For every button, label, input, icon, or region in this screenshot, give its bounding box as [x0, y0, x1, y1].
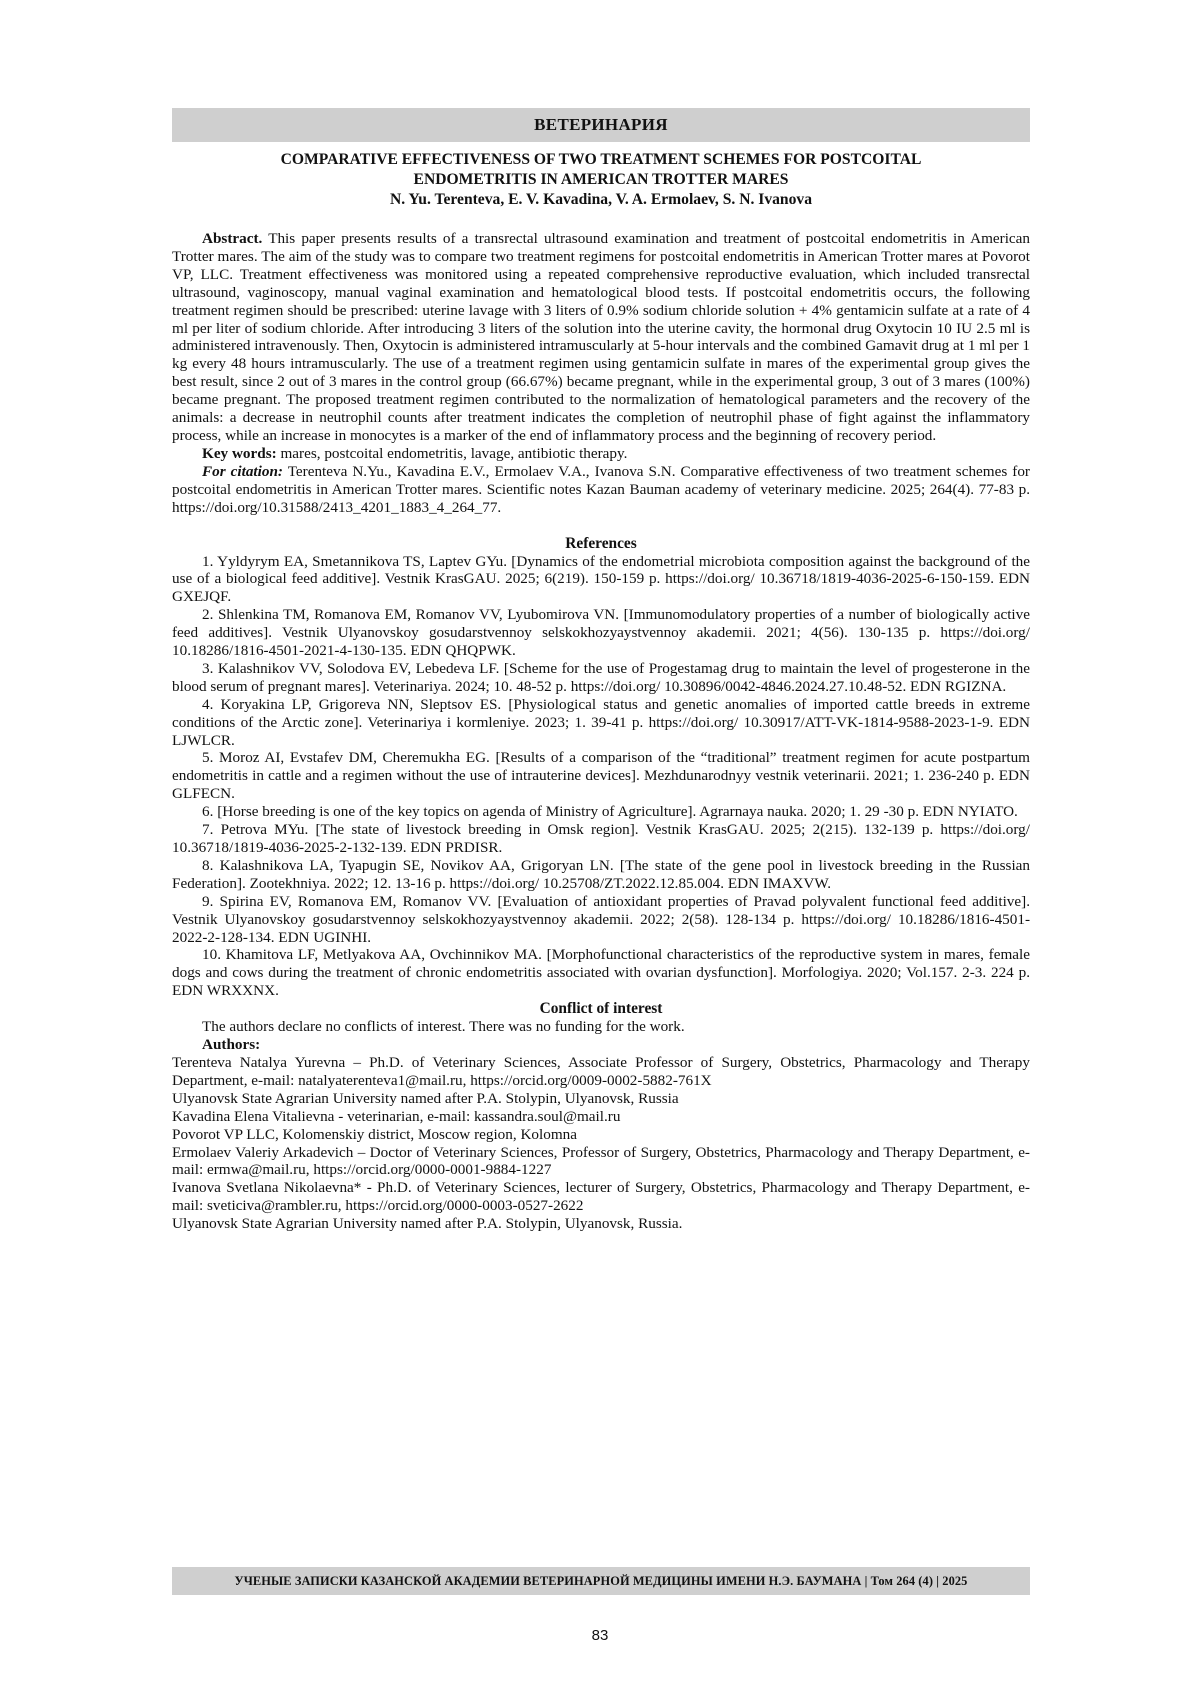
- author-info-line: Ermolaev Valeriy Arkadevich – Doctor of Veterinary Sciences, Professor of Surgery, Obstetrics, Pharmacology and Therapy Department, e-mail: ermwa@mail.ru, https://orcid.org/0000-0001-9884-1227: [172, 1143, 1030, 1179]
- keywords-label: Key words:: [202, 444, 277, 462]
- conflict-text: The authors declare no conflicts of interest. There was no funding for the work.: [202, 1018, 685, 1036]
- keywords-paragraph: [172, 445, 1030, 463]
- paper-page: [172, 108, 1030, 1233]
- reference-item: 4. Koryakina LP, Grigoreva NN, Sleptsov ES. [Physiological status and genetic anomalies of imported cattle breeds in extreme conditions of the Arctic zone]. Veterinariya i kormleniye. 2023; 1. 39-41 p. https://doi.org/ 10.30917/ATT-VK-1814-9588-2023-1-9. EDN LJWLCR.: [172, 695, 1030, 749]
- paper-title: [172, 150, 1030, 190]
- abstract-paragraph: [172, 230, 1030, 445]
- reference-item: 6. [Horse breeding is one of the key topics on agenda of Ministry of Agriculture]. Agrarnaya nauka. 2020; 1. 29 -30 p. EDN NYIATO.: [202, 803, 1018, 821]
- author-info-line: Kavadina Elena Vitalievna - veterinarian, e-mail: kassandra.soul@mail.ru: [172, 1107, 621, 1125]
- author-info-line: Ulyanovsk State Agrarian University named after P.A. Stolypin, Ulyanovsk, Russia: [172, 1089, 679, 1107]
- abstract-section: [172, 230, 1030, 517]
- references-list: [172, 553, 1030, 1001]
- page-number: 83: [591, 1627, 609, 1644]
- title-line-2: ENDOMETRITIS IN AMERICAN TROTTER MARES: [413, 171, 789, 188]
- keywords-text: mares, postcoital endometritis, lavage, antibiotic therapy.: [280, 444, 628, 462]
- reference-item: 9. Spirina EV, Romanova EM, Romanov VV. [Evaluation of antioxidant properties of Pravad polyvalent functional feed additive]. Vestnik Ulyanovskoy gosudarstvennoy selskokhozyaystvennoy akademii. 2022; 2(58). 128-134 p. https://doi.org/ 10.18286/1816-4501-2022-2-128-134. EDN UGINHI.: [172, 892, 1030, 946]
- author-list: N. Yu. Terenteva, E. V. Kavadina, V. A. Ermolaev, S. N. Ivanova: [390, 191, 812, 208]
- reference-item: 2. Shlenkina TM, Romanova EM, Romanov VV, Lyubomirova VN. [Immunomodulatory properties of a number of biologically active feed additives]. Vestnik Ulyanovskoy gosudarstvennoy selskokhozyaystvennoy akademii. 2021; 4(56). 130-135 p. https://doi.org/ 10.18286/1816-4501-2021-4-130-135. EDN QHQPWK.: [172, 606, 1030, 660]
- authors-info: [172, 1054, 1030, 1233]
- author-info-line: Ivanova Svetlana Nikolaevna* - Ph.D. of Veterinary Sciences, lecturer of Surgery, Obstetrics, Pharmacology and Therapy Department, e-mail: sveticiva@rambler.ru, https://orcid.org/0000-0003-0527-2622: [172, 1179, 1030, 1215]
- citation-paragraph: [172, 463, 1030, 517]
- reference-item: 1. Yyldyrym EA, Smetannikova TS, Laptev GYu. [Dynamics of the endometrial microbiota composition against the background of the use of a biological feed additive]. Vestnik KrasGAU. 2025; 6(219). 150-159 p. https://doi.org/ 10.36718/1819-4036-2025-6-150-159. EDN GXEJQF.: [172, 552, 1030, 606]
- citation-text: Terenteva N.Yu., Kavadina E.V., Ermolaev V.A., Ivanova S.N. Comparative effectiveness of two treatment schemes for postcoital endometritis in American Trotter mares. Scientific notes Kazan Bauman academy of veterinary medicine. 2025; 264(4). 77-83 p. https://doi.org/10.31588/2413_4201_1883_4_264_77.: [172, 462, 1030, 516]
- references-title: References: [565, 534, 637, 552]
- author-info-line: Ulyanovsk State Agrarian University named after P.A. Stolypin, Ulyanovsk, Russia.: [172, 1215, 683, 1233]
- section-header: ВЕТЕРИНАРИЯ: [172, 108, 1030, 142]
- conflict-title: Conflict of interest: [539, 1000, 663, 1018]
- abstract-text: This paper presents results of a transrectal ultrasound examination and treatment of postcoital endometritis in American Trotter mares. The aim of the study was to compare two treatment regimens for postcoital endometritis in American Trotter mares at Povorot VP, LLC. Treatment effectiveness was monitored using a repeated comprehensive reproductive evaluation, which included transrectal ultrasound, vaginoscopy, manual vaginal examination and hematological blood tests. If postcoital endometritis occurs, the following treatment regimen should be prescribed: uterine lavage with 3 liters of 0.9% sodium chloride solution + 4% gentamicin sulfate at a rate of 4 ml per liter of sodium chloride. After introducing 3 liters of the solution into the uterine cavity, the hormonal drug Oxytocin 10 IU 2.5 ml is administered intravenously. Then, Oxytocin is administered intramuscularly at 5-hour intervals and the combined Gamavit drug at 1 ml per 1 kg every 48 hours intramuscularly. The use of a treatment regimen using gentamicin sulfate in mares of the experimental group gives the best result, since 2 out of 3 mares in the control group (66.67%) became pregnant, while in the experimental group, 3 out of 3 mares (100%) became pregnant. The proposed treatment regimen contributed to the normalization of hematological parameters and the recovery of the animals: a decrease in neutrophil counts after treatment indicates the completion of neutrophil phase of fight against the inflammatory process, while an increase in monocytes is a marker of the end of inflammatory process and the beginning of recovery period.: [172, 230, 1030, 444]
- reference-item: 5. Moroz AI, Evstafev DM, Cheremukha EG. [Results of a comparison of the “traditional” treatment regimen for acute postpartum endometritis in cattle and a regimen without the use of intrauterine devices]. Mezhdunarodnyy vestnik veterinarii. 2021; 1. 236-240 p. EDN GLFECN.: [172, 749, 1030, 803]
- reference-item: 8. Kalashnikova LA, Tyapugin SE, Novikov AA, Grigoryan LN. [The state of the gene pool in livestock breeding in the Russian Federation]. Zootekhniya. 2022; 12. 13-16 p. https://doi.org/ 10.25708/ZT.2022.12.85.004. EDN IMAXVW.: [172, 856, 1030, 892]
- author-info-line: Terenteva Natalya Yurevna – Ph.D. of Veterinary Sciences, Associate Professor of Surgery, Obstetrics, Pharmacology and Therapy Department, e-mail: natalyaterenteva1@mail.ru, https://orcid.org/0009-0002-5882-761X: [172, 1053, 1030, 1089]
- abstract-label: Abstract.: [202, 230, 263, 247]
- reference-item: 3. Kalashnikov VV, Solodova EV, Lebedeva LF. [Scheme for the use of Progestamag drug to maintain the level of progesterone in the blood serum of pregnant mares]. Veterinariya. 2024; 10. 48-52 p. https://doi.org/ 10.30896/0042-4846.2024.27.10.48-52. EDN RGIZNA.: [172, 659, 1030, 695]
- journal-footer: УЧЕНЫЕ ЗАПИСКИ КАЗАНСКОЙ АКАДЕМИИ ВЕТЕРИНАРНОЙ МЕДИЦИНЫ ИМЕНИ Н.Э. БАУМАНА | Том 264 (4) | 2025: [172, 1567, 1030, 1595]
- author-info-line: Povorot VP LLC, Kolomenskiy district, Moscow region, Kolomna: [172, 1125, 577, 1143]
- reference-item: 10. Khamitova LF, Metlyakova AA, Ovchinnikov MA. [Morphofunctional characteristics of the reproductive system in mares, female dogs and cows during the treatment of chronic endometritis associated with ovarian dysfunction]. Morfologiya. 2020; Vol.157. 2-3. 224 p. EDN WRXXNX.: [172, 946, 1030, 1000]
- authors-info-title: Authors:: [202, 1036, 261, 1054]
- citation-label: For citation:: [202, 462, 283, 480]
- title-line-1: COMPARATIVE EFFECTIVENESS OF TWO TREATMENT SCHEMES FOR POSTCOITAL: [280, 151, 922, 168]
- reference-item: 7. Petrova MYu. [The state of livestock breeding in Omsk region]. Vestnik KrasGAU. 2025; 2(215). 132-139 p. https://doi.org/ 10.36718/1819-4036-2025-2-132-139. EDN PRDISR.: [172, 821, 1030, 856]
